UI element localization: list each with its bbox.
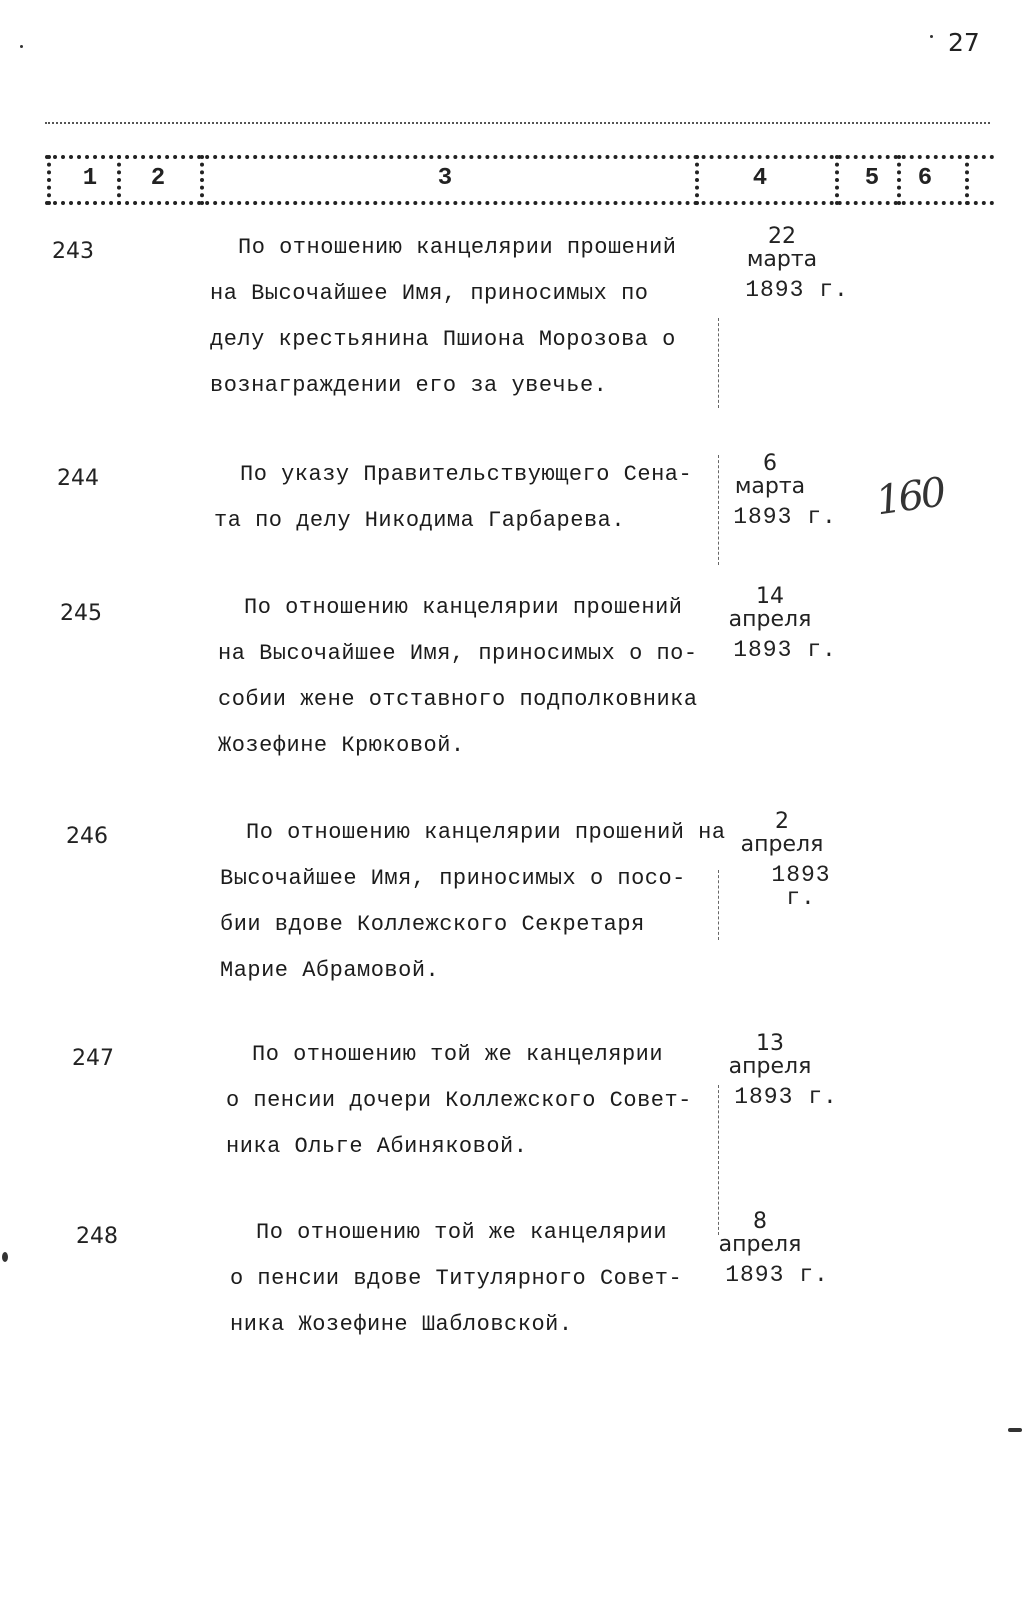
date-year: 1893 г. [745,277,849,303]
header-col-3: 3 [437,165,453,192]
column-separator [718,318,719,408]
header-separator [835,155,839,205]
entry-text-line: собии жене отставного подполковника [218,687,698,712]
entry-number: 244 [57,466,99,491]
entry-text-line: о пенсии вдове Титулярного Совет- [230,1266,683,1291]
header-separator [695,155,699,205]
date-day: 6 [763,451,777,476]
entry-text-line: По указу Правительствующего Сена- [240,462,693,487]
header-separator [117,155,121,205]
header-col-2: 2 [150,165,166,192]
entry-date [700,1032,840,1109]
entry-description [220,810,740,994]
header-separator [200,155,204,205]
entry-text-line: та по делу Никодима Гарбарева. [214,508,626,533]
handwritten-annotation: 160 [873,469,947,525]
date-day: 14 [756,584,784,609]
entry-description [218,585,718,769]
entry-text-line: бии вдове Коллежского Секретаря [220,912,645,937]
entry-text-line: на Высочайшее Имя, приносимых о по- [218,641,698,666]
date-year: 1893 г. [734,1084,838,1110]
header-col-4: 4 [752,165,768,192]
entry-date [712,810,852,910]
entry-text-line: ника Жозефине Шабловской. [230,1312,573,1337]
entry-text-line: на Высочайшее Имя, приносимых по [210,281,649,306]
date-year: 1893 г. [733,637,837,663]
date-day: 13 [756,1031,784,1056]
entry-number: 247 [72,1046,114,1071]
header-separator [965,155,969,205]
scan-speck [1008,1428,1022,1432]
scan-speck [2,1252,8,1262]
entry-description [230,1210,730,1348]
entry-text-line: ника Ольге Абиняковой. [226,1134,528,1159]
entry-text-line: По отношению той же канцелярии [256,1220,668,1245]
entry-text-line: Марие Абрамовой. [220,958,440,983]
date-year: 1893 г. [733,504,837,530]
entry-date [712,225,852,302]
entry-text-line: По отношению канцелярии прошений [244,595,683,620]
entry-date [700,585,840,662]
entry-text-line: По отношению канцелярии прошений на [246,820,726,845]
header-col-1: 1 [82,165,98,192]
date-month: марта [746,247,818,272]
header-separator [897,155,901,205]
scan-speck [930,35,933,38]
entry-text-line: вознаграждении его за увечье. [210,373,608,398]
header-col-5: 5 [864,165,880,192]
entry-number: 243 [52,239,94,264]
header-col-6: 6 [917,165,933,192]
entry-date [690,1210,830,1287]
column-header-bar [45,155,995,205]
page-number: 27 [948,28,980,57]
date-year: 1893 г. [771,862,831,911]
date-year: 1893 г. [725,1262,829,1288]
header-separator [47,155,51,205]
entry-description [210,225,710,409]
entry-date [700,452,840,529]
entry-number: 248 [76,1224,118,1249]
entry-description [214,452,714,544]
date-day: 8 [753,1209,767,1234]
top-dotted-rule [45,122,990,124]
date-day: 2 [775,809,789,834]
entry-description [226,1032,726,1170]
entry-text-line: Высочайшее Имя, приносимых о посо- [220,866,686,891]
entry-text-line: По отношению той же канцелярии [252,1042,664,1067]
entry-text-line: По отношению канцелярии прошений [238,235,677,260]
date-month: марта [734,474,806,499]
date-month: апреля [728,607,812,632]
entry-text-line: о пенсии дочери Коллежского Совет- [226,1088,692,1113]
scan-speck [20,45,23,48]
entry-number: 245 [60,601,102,626]
entry-number: 246 [66,824,108,849]
date-month: апреля [728,1054,812,1079]
entry-text-line: Жозефине Крюковой. [218,733,465,758]
date-month: апреля [740,832,824,857]
date-month: апреля [718,1232,802,1257]
entry-text-line: делу крестьянина Пшиона Морозова о [210,327,676,352]
date-day: 22 [768,224,796,249]
